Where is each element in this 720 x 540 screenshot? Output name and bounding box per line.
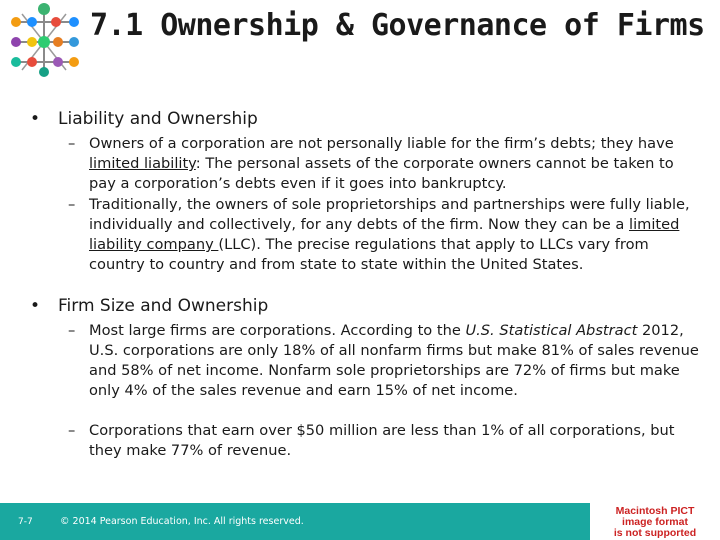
dash-icon: –: [68, 135, 76, 152]
bullet-icon: •: [30, 296, 41, 316]
section-heading: Firm Size and Ownership: [58, 296, 269, 316]
page-number: 7-7: [18, 517, 33, 527]
notice-line: image format: [622, 516, 688, 528]
copyright-text: © 2014 Pearson Education, Inc. All rights reserved.: [60, 516, 304, 527]
source-title: U.S. Statistical Abstract: [465, 322, 638, 339]
section-heading: Liability and Ownership: [58, 109, 258, 129]
term-limited-liability-company: limited liability company: [89, 216, 680, 253]
sub-bullet-text: Traditionally, the owners of sole proprietorships and partnerships were fully liable, individually and collectively, for any debts of the firm. Now they can be a limited liability company (LLC). The precise regulations that apply to LLCs vary from country to country and from state to state within the United States.: [89, 196, 690, 273]
dash-icon: –: [68, 196, 76, 213]
molecule-logo-icon: [2, 2, 86, 78]
notice-line: is not supported: [613, 527, 697, 539]
term-limited-liability: limited liability: [89, 155, 196, 172]
unsupported-image-notice: [590, 503, 720, 540]
sub-bullet-text: Most large firms are corporations. According to the U.S. Statistical Abstract 2012, U.S. corporations are only 18% of all nonfarm firms but make 81% of sales revenue and 58% of net income. Nonfarm sole proprietorships are 72% of firms but make only 4% of the sales revenue and earn 15% of net income.: [89, 322, 699, 399]
footer-bar: [0, 503, 590, 540]
sub-bullet-text: Corporations that earn over $50 million are less than 1% of all corporations, but they make 77% of revenue.: [89, 422, 675, 459]
dash-icon: –: [68, 422, 76, 439]
slide-title: 7.1 Ownership & Governance of Firms: [90, 8, 705, 43]
dash-icon: –: [68, 322, 76, 339]
notice-line: Macintosh PICT: [615, 505, 695, 517]
sub-bullet-text: Owners of a corporation are not personally liable for the firm’s debts; they have limited liability: The personal assets of the corporate owners cannot be taken to pay a corporation’s debts even if it goes into bankruptcy.: [89, 135, 674, 192]
bullet-icon: •: [30, 109, 41, 129]
